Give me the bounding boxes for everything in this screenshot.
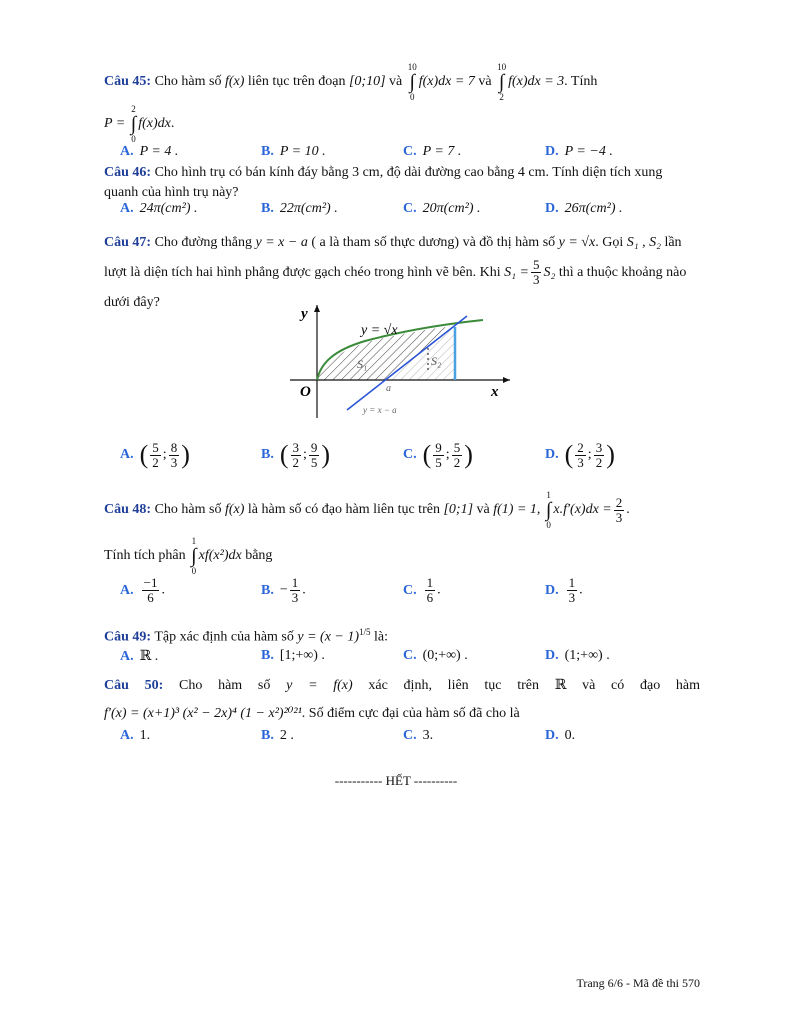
q48-integral-2: 1 ∫ 0: [191, 536, 197, 576]
q50-text-3: và có đạo hàm: [582, 678, 701, 693]
q48-text-3: Tính tích phân: [104, 548, 186, 564]
q50-func: y = f(x): [286, 678, 353, 693]
q47-text-2: ( a là tham số thực dương) và đồ thị hàm số: [311, 235, 556, 250]
q45-integral-2-body: f(x)dx = 3: [508, 74, 565, 90]
q50-derivative: f′(x) = (x+1)³ (x² − 2x)⁴ (1 − x²)²⁰²¹: [104, 706, 302, 721]
line-label: y = x − a: [363, 405, 397, 415]
q49-exponent: 1/5: [359, 627, 371, 637]
q47-func-eq: y = √x: [558, 235, 596, 250]
q45-integral-3-body: f(x)dx: [138, 116, 171, 132]
q49-option-c[interactable]: C. (0;+∞) .: [403, 648, 468, 663]
q47-text-4: lần lượt là diện tích hai hình phẳng được gạch chéo trong hình vẽ bên. Khi: [104, 235, 682, 280]
q48-option-b[interactable]: B. − $\frac{1}{3}$ .: [261, 575, 306, 605]
q45-integral-3: 2 ∫ 0: [130, 104, 137, 144]
q47-option-d[interactable]: D. ( $\frac{2}{3}$ ; $\frac{3}{2}$ ): [545, 439, 615, 470]
q50-text-4: . Số điểm cực đại của hàm số đã cho là: [301, 706, 520, 721]
q47-figure: [285, 300, 515, 422]
q49-option-a[interactable]: A. ℝ .: [120, 649, 159, 664]
q45-interval: [0;10]: [348, 74, 386, 90]
q47-options: [120, 440, 700, 480]
y-axis-label: y: [301, 306, 308, 322]
q48-interval: [0;1]: [443, 502, 474, 518]
q48-and: và: [476, 502, 490, 518]
q50-options: [120, 728, 700, 750]
question-49-label: Câu 49:: [104, 629, 152, 645]
q47-option-c[interactable]: C. ( $\frac{9}{5}$ ; $\frac{5}{2}$ ): [403, 439, 473, 470]
q50-text-1: Cho hàm số: [179, 678, 271, 693]
question-50-label: Câu 50:: [104, 678, 164, 693]
q50-option-b[interactable]: B. 2 .: [261, 728, 294, 743]
question-48: [104, 490, 700, 530]
q46-option-a[interactable]: A. 24π(cm²) .: [120, 201, 198, 216]
q50-option-d[interactable]: D. 0.: [545, 728, 576, 743]
question-45-p: [104, 104, 700, 144]
q50-option-a[interactable]: A. 1.: [120, 728, 151, 743]
question-46: [104, 163, 700, 203]
q47-s1s2: S₁ , S₂: [626, 235, 661, 250]
q47-text-3: . Gọi: [595, 235, 624, 250]
q48-integral-1-body: x.f′(x)dx =: [553, 502, 612, 518]
q50-option-c[interactable]: C. 3.: [403, 728, 434, 743]
q45-text-1: Cho hàm số: [154, 74, 222, 90]
q45-tinh: . Tính: [564, 74, 598, 90]
q47-cond-right: S₂: [543, 265, 556, 280]
q45-integral-2: 10 ∫ 2: [497, 62, 507, 102]
x-axis-label: x: [491, 384, 499, 400]
q48-text-1: Cho hàm số: [154, 502, 222, 518]
q48-integral-2-body: xf(x²)dx: [198, 548, 242, 564]
q48-end: .: [626, 502, 630, 518]
question-49: [104, 622, 700, 648]
q45-option-c[interactable]: C. P = 7 .: [403, 144, 462, 159]
q50-domain: ℝ: [554, 678, 567, 693]
q48-f1: f(1) = 1,: [493, 502, 541, 518]
q48-text-4: bằng: [245, 548, 273, 564]
question-45-label: Câu 45:: [104, 74, 152, 90]
q49-option-b[interactable]: B. [1;+∞) .: [261, 648, 325, 663]
q49-text-1: Tập xác định của hàm số: [154, 629, 294, 645]
q45-p-end: .: [170, 116, 175, 132]
q48-option-a[interactable]: A. $\frac{-1}{6}$ .: [120, 575, 165, 605]
q45-integral-1: 10 ∫ 0: [407, 62, 417, 102]
q45-p-prefix: P =: [104, 116, 126, 132]
q47-text-1: Cho đường thẳng: [154, 235, 252, 250]
q45-and-2: và: [478, 74, 492, 90]
x-axis-arrow-icon: [503, 377, 510, 383]
q47-option-a[interactable]: A. ( $\frac{5}{2}$ ; $\frac{8}{3}$ ): [120, 439, 190, 470]
q49-func: y = (x − 1): [297, 629, 360, 645]
q45-option-a[interactable]: A. P = 4 .: [120, 144, 179, 159]
y-axis-arrow-icon: [314, 305, 320, 312]
q46-options: [120, 201, 700, 223]
q47-text-5: thì a thuộc khoảng nào dưới đây?: [104, 265, 687, 310]
s2-label: S₂: [431, 354, 442, 368]
origin-label: O: [300, 384, 311, 400]
question-50-line-2: [104, 704, 700, 724]
q45-and-1: và: [389, 74, 403, 90]
q48-option-d[interactable]: D. $\frac{1}{3}$ .: [545, 575, 583, 605]
q46-option-d[interactable]: D. 26π(cm²) .: [545, 201, 623, 216]
q49-text-2: là:: [374, 629, 389, 645]
q48-integral-1: 1 ∫ 0: [545, 490, 552, 530]
q48-text-2: là hàm số có đạo hàm liên tục trên: [247, 502, 440, 518]
question-48-label: Câu 48:: [104, 502, 152, 518]
q45-fx: f(x): [224, 74, 245, 90]
q47-cond-left: S₁ =: [504, 265, 529, 280]
question-47-label: Câu 47:: [104, 235, 152, 250]
page-footer: Trang 6/6 - Mã đề thi 570: [576, 976, 700, 990]
q49-option-d[interactable]: D. (1;+∞) .: [545, 648, 610, 663]
question-46-label: Câu 46:: [104, 165, 152, 180]
q48-fx: f(x): [224, 502, 245, 518]
q45-option-b[interactable]: B. P = 10 .: [261, 144, 326, 159]
q47-option-b[interactable]: B. ( $\frac{3}{2}$ ; $\frac{9}{5}$ ): [261, 439, 331, 470]
q47-line-eq: y = x − a: [255, 235, 308, 250]
q48-rhs-frac: $\frac{2}{3}$: [615, 494, 623, 525]
question-45: [104, 62, 700, 102]
question-48-line-2: [104, 536, 700, 576]
q45-integral-1-body: f(x)dx = 7: [418, 74, 475, 90]
q46-text: Cho hình trụ có bán kính đáy bằng 3 cm, độ dài đường cao bằng 4 cm. Tính diện tích xung quanh của hình trụ này?: [104, 165, 663, 200]
q47-cond-frac: $\frac{5}{3}$: [532, 257, 540, 288]
q45-option-d[interactable]: D. P = −4 .: [545, 144, 613, 159]
q50-text-2: xác định, liên tục trên: [368, 678, 539, 693]
a-label: a: [386, 383, 391, 394]
q46-option-c[interactable]: C. 20π(cm²) .: [403, 201, 481, 216]
q48-options: [120, 576, 700, 612]
question-50: [104, 676, 700, 696]
q46-option-b[interactable]: B. 22π(cm²) .: [261, 201, 338, 216]
s1-label: S₁: [357, 357, 368, 371]
curve-label: y = √x: [361, 323, 398, 338]
q48-option-c[interactable]: C. $\frac{1}{6}$ .: [403, 575, 441, 605]
q45-text-2: liên tục trên đoạn: [247, 74, 346, 90]
end-marker: ----------- HẾT ----------: [334, 773, 458, 788]
q49-options: [120, 648, 700, 670]
